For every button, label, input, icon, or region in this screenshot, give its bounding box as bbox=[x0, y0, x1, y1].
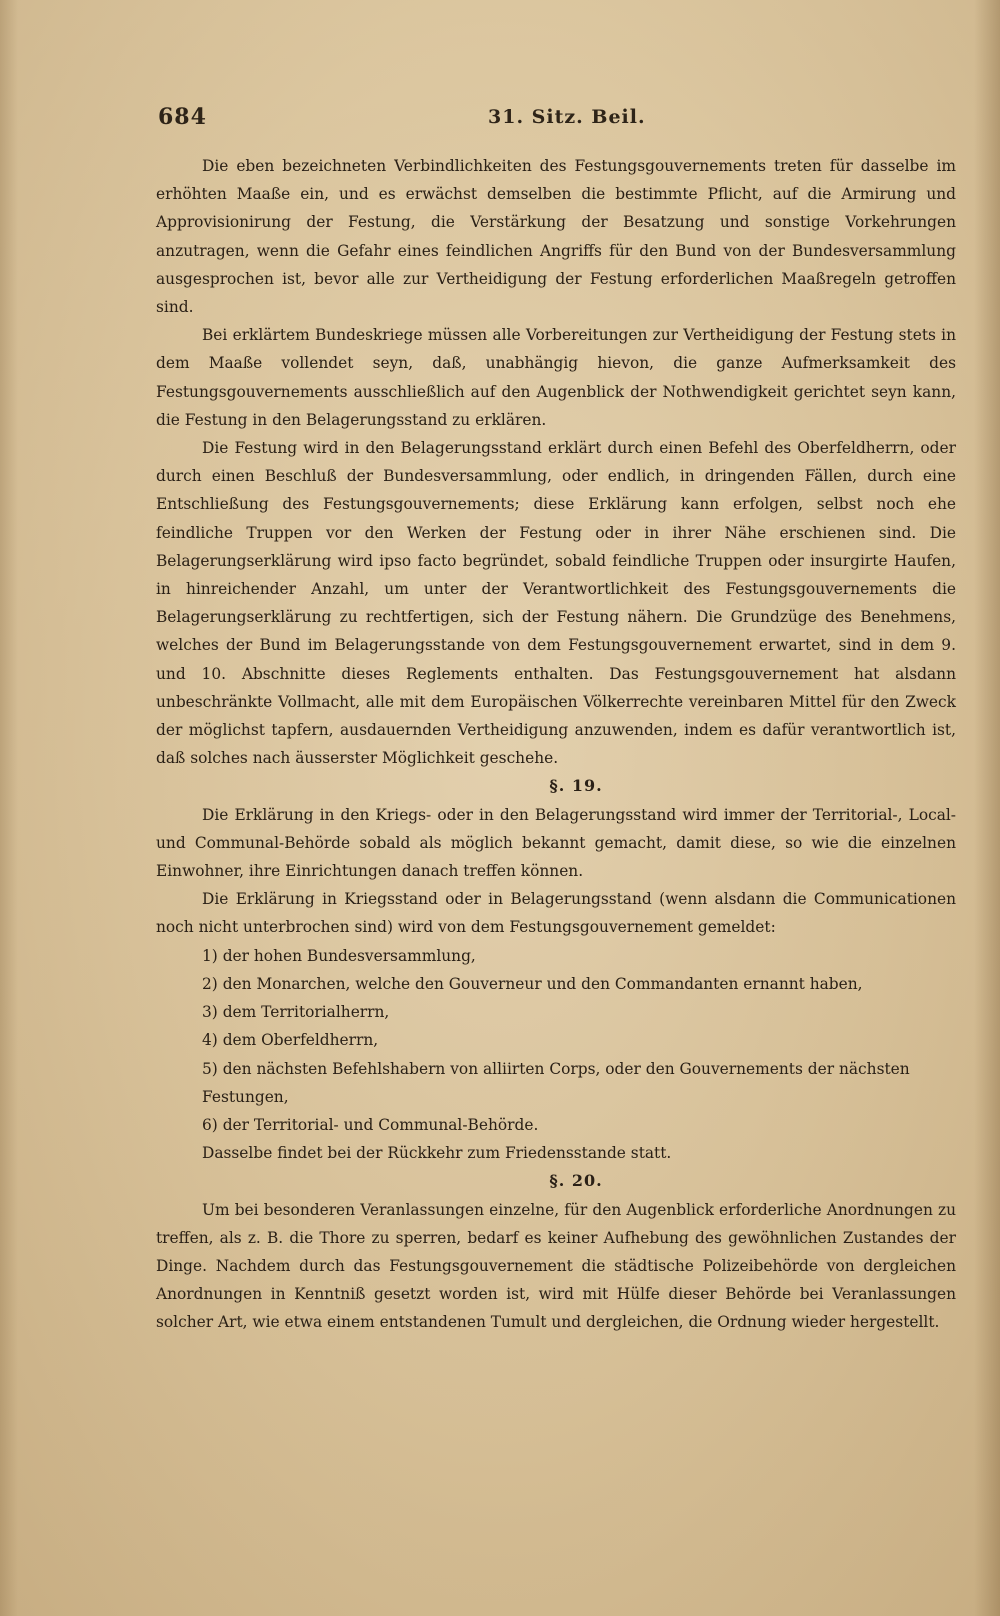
paragraph: Um bei besonderen Veranlassungen einzelne, für den Augenblick erforderliche Anordnungen zu treffen, als z. B. die Thore zu sperren, bedarf es keiner Aufhebung des gewöhnlichen Zustandes der Dinge. Nachdem durch das Festungsgouvernement die städtische Polizeibehörde von dergleichen Anordnungen in Kenntniß gesetzt worden ist, wird mit Hülfe dieser Behörde bei Veranlassungen solcher Art, wie etwa einem entstandenen Tumult und dergleichen, die Ordnung wieder hergestellt. bbox=[156, 1200, 956, 1332]
paragraph: Die eben bezeichneten Verbindlichkeiten des Festungsgouvernements treten für dasselbe im erhöhten Maaße ein, und es erwächst demselben die bestimmte Pflicht, auf die Armirung und Approvisionirung der Festung, die Verstärkung der Besatzung und sonstige Vorkehrungen anzutragen, wenn die Gefahr eines feindlichen Angriffs für den Bund von der Bundesversammlung ausgesprochen ist, bevor alle zur Vertheidigung der Festung erforderlichen Maaßregeln getroffen sind. bbox=[156, 157, 956, 317]
list-item: 6) der Territorial- und Communal-Behörde. bbox=[202, 1115, 539, 1134]
paragraph: Dasselbe findet bei der Rückkehr zum Friedensstande statt. bbox=[202, 1144, 672, 1163]
paragraph: Bei erklärtem Bundeskriege müssen alle Vorbereitungen zur Vertheidigung der Festung stets in dem Maaße vollendet seyn, daß, unabhängig hievon, die ganze Aufmerksamkeit des Festungsgouvernements ausschließlich auf den Augenblick der Nothwendigkeit gerichtet seyn kann, die Festung in den Belagerungsstand zu erklären. bbox=[156, 326, 956, 429]
list-item: 5) den nächsten Befehlshabern von alliirten Corps, oder den Gouvernements der nächsten Festungen, bbox=[202, 1059, 910, 1106]
paragraph: Die Erklärung in Kriegsstand oder in Belagerungsstand (wenn alsdann die Communicationen noch nicht unterbrochen sind) wird von dem Festungsgouvernement gemeldet: bbox=[156, 890, 956, 937]
page-shadow-left bbox=[0, 0, 18, 1616]
page-header bbox=[158, 104, 958, 140]
list-item: 4) dem Oberfeldherrn, bbox=[202, 1031, 379, 1050]
section-heading-19: §. 19. bbox=[549, 776, 603, 796]
running-head: 31. Sitz. Beil. bbox=[488, 106, 646, 128]
section-heading-20: §. 20. bbox=[549, 1171, 603, 1191]
paragraph: Die Festung wird in den Belagerungsstand erklärt durch einen Befehl des Oberfeldherrn, oder durch einen Beschluß der Bundesversammlung, oder endlich, in dringenden Fällen, durch eine Entschließung des Festungsgouvernements; diese Erklärung kann erfolgen, selbst noch ehe feindliche Truppen vor den Werken der Festung oder in ihrer Nähe erschienen sind. Die Belagerungserklärung wird ipso facto begründet, sobald feindliche Truppen oder insurgirte Haufen, in hinreichender Anzahl, um unter der Verantwortlichkeit des Festungsgouvernements die Belagerungserklärung zu rechtfertigen, sich der Festung nähern. Die Grundzüge des Benehmens, welches der Bund im Belagerungsstande von dem Festungsgouvernement erwartet, sind in dem 9. und 10. Abschnitte dieses Reglements enthalten. Das Festungsgouvernement hat alsdann unbeschränkte Vollmacht, alle mit dem Europäischen Völkerrechte vereinbaren Mittel für den Zweck der möglichst tapfern, ausdauernden Vertheidigung anzuwenden, indem es dafür verantwortlich ist, daß solches nach äusserster Möglichkeit geschehe. bbox=[156, 439, 956, 768]
list-item: 3) dem Territorialherrn, bbox=[202, 1003, 390, 1022]
page-shadow-right bbox=[974, 0, 1000, 1616]
body-text bbox=[156, 152, 956, 1337]
paragraph: Die Erklärung in den Kriegs- oder in den Belagerungsstand wird immer der Territorial-, Local- und Communal-Behörde sobald als möglich bekannt gemacht, damit diese, so wie die einzelnen Einwohner, ihre Einrichtungen danach treffen können. bbox=[156, 805, 956, 881]
page-number: 684 bbox=[158, 104, 207, 130]
list-item: 2) den Monarchen, welche den Gouverneur und den Commandanten ernannt haben, bbox=[202, 974, 863, 993]
list-item: 1) der hohen Bundesversammlung, bbox=[202, 946, 476, 965]
